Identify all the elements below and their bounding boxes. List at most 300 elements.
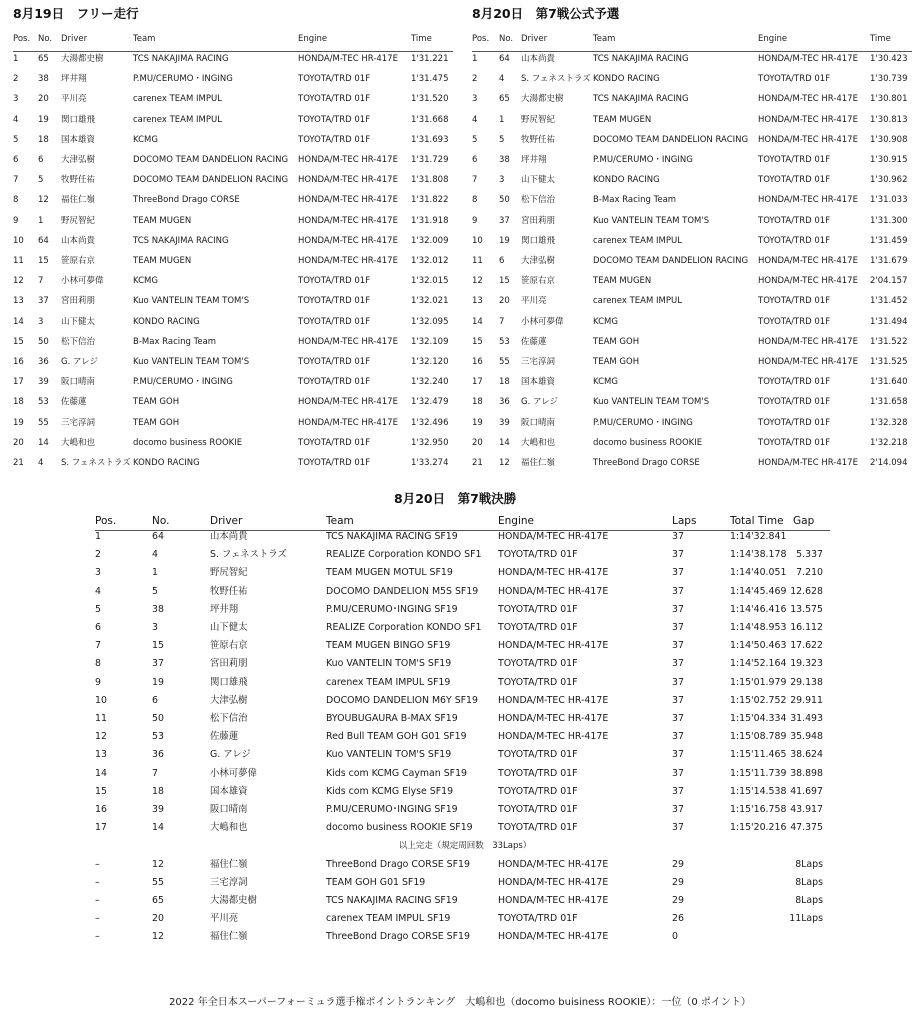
table-row <box>95 601 835 619</box>
dnf-row <box>95 892 835 910</box>
cell-time: 1'31.693 <box>411 134 449 145</box>
cell-pos: 2 <box>472 74 478 85</box>
table-row <box>13 90 453 108</box>
cell-team: TCS NAKAJIMA RACING SF19 <box>326 531 458 542</box>
cell-engine: HONDA/M-TEC HR-417E <box>758 336 858 347</box>
cell-no: 50 <box>152 713 164 724</box>
cell-gap: 8Laps <box>795 858 823 870</box>
cell-no: 18 <box>499 377 510 388</box>
cell-time: 1'32.109 <box>411 336 449 347</box>
table-row <box>472 191 912 209</box>
cell-pos: 16 <box>13 357 24 367</box>
cell-team: TCS NAKAJIMA RACING <box>133 54 229 64</box>
cell-no: 50 <box>38 336 49 347</box>
cell-pos: 7 <box>13 175 19 186</box>
header-driver: Driver <box>210 515 243 527</box>
cell-no: 7 <box>38 276 44 287</box>
cell-engine: HONDA/M-TEC HR-417E <box>498 640 609 652</box>
cell-team: P.MU/CERUMO・INGING <box>593 417 693 428</box>
cell-driver: 三宅淳詞 <box>210 876 248 888</box>
cell-time: 1'31.658 <box>870 397 908 408</box>
cell-laps: 26 <box>672 913 684 925</box>
cell-engine: HONDA/M-TEC HR-417E <box>758 94 858 105</box>
cell-team: TEAM GOH G01 SF19 <box>326 876 426 888</box>
table-row <box>13 151 453 169</box>
table-row <box>95 546 835 564</box>
cell-pos: 8 <box>13 195 19 206</box>
cell-no: 5 <box>38 175 44 186</box>
cell-pos: – <box>95 931 100 943</box>
cell-time: 1'33.274 <box>411 458 449 468</box>
cell-laps: 37 <box>672 785 684 797</box>
cell-team: TEAM GOH <box>133 397 180 408</box>
cell-driver: 野尻智紀 <box>61 215 96 226</box>
final-results-table <box>95 512 835 952</box>
cell-pos: 5 <box>13 134 19 145</box>
cell-time: 2'14.094 <box>870 458 908 468</box>
cell-time: 1'30.962 <box>870 175 908 186</box>
cell-total-time: 1:14'48.953 <box>730 622 787 633</box>
cell-total-time: 1:14'40.051 <box>730 567 787 579</box>
header-driver: Driver <box>61 34 88 44</box>
cell-pos: 8 <box>95 658 101 670</box>
table-row <box>95 765 835 783</box>
cell-driver: 野尻智紀 <box>210 567 248 579</box>
cell-laps: 37 <box>672 549 684 561</box>
cell-driver: 宮田莉朋 <box>210 658 248 670</box>
cell-driver: G. アレジ <box>521 397 558 408</box>
cell-gap: 31.493 <box>790 713 823 724</box>
cell-total-time: 1:15'11.465 <box>730 749 787 761</box>
cell-laps: 37 <box>672 694 684 706</box>
cell-time: 1'31.668 <box>411 114 449 125</box>
cell-no: 4 <box>499 74 505 85</box>
cell-pos: 9 <box>95 676 101 688</box>
cell-team: TEAM MUGEN <box>593 276 652 287</box>
cell-driver: 福住仁嶺 <box>521 458 556 468</box>
table-row <box>13 70 453 88</box>
cell-pos: 17 <box>95 822 107 834</box>
cell-driver: 山下健太 <box>210 622 248 633</box>
cell-engine: TOYOTA/TRD 01F <box>758 377 831 388</box>
cell-driver: 牧野任祐 <box>210 585 248 597</box>
cell-engine: TOYOTA/TRD 01F <box>298 276 371 287</box>
cell-driver: 三宅淳詞 <box>61 417 96 428</box>
cell-pos: 1 <box>95 531 101 542</box>
cell-engine: HONDA/M-TEC HR-417E <box>298 155 398 165</box>
cell-no: 36 <box>152 749 164 761</box>
cell-total-time: 1:14'45.469 <box>730 585 787 597</box>
cell-team: KONDO RACING <box>593 74 660 85</box>
header-pos: Pos. <box>472 34 490 44</box>
cell-engine: HONDA/M-TEC HR-417E <box>298 195 398 206</box>
cell-gap: 8Laps <box>795 895 823 906</box>
cell-engine: HONDA/M-TEC HR-417E <box>758 195 858 206</box>
cell-no: 3 <box>38 316 44 327</box>
cell-laps: 37 <box>672 603 684 615</box>
cell-pos: 20 <box>13 437 24 448</box>
cell-total-time: 1:15'02.752 <box>730 694 787 706</box>
cell-engine: HONDA/M-TEC HR-417E <box>498 567 609 579</box>
cell-engine: HONDA/M-TEC HR-417E <box>298 417 398 428</box>
table-row <box>472 212 912 230</box>
cell-total-time: 1:14'46.416 <box>730 603 787 615</box>
cell-driver: 平川亮 <box>210 913 239 925</box>
cell-team: ThreeBond Drago CORSE SF19 <box>326 858 470 870</box>
cell-no: 53 <box>152 731 164 743</box>
cell-gap: 43.917 <box>790 804 823 815</box>
cell-pos: 10 <box>13 235 24 246</box>
cell-time: 1'32.328 <box>870 417 908 428</box>
cell-driver: 阪口晴南 <box>521 417 556 428</box>
cell-time: 1'32.012 <box>411 256 449 266</box>
cell-team: TCS NAKAJIMA RACING <box>593 54 689 64</box>
cell-engine: HONDA/M-TEC HR-417E <box>298 54 398 64</box>
cell-gap: 13.575 <box>790 603 823 615</box>
cell-no: 37 <box>152 658 164 670</box>
table-row <box>13 454 453 472</box>
cell-pos: – <box>95 913 100 925</box>
cell-engine: HONDA/M-TEC HR-417E <box>758 134 858 145</box>
cell-no: 7 <box>499 316 505 327</box>
cell-pos: 14 <box>95 767 107 779</box>
cell-driver: 笹原右京 <box>210 640 248 652</box>
table-row <box>472 434 912 452</box>
cell-time: 1'32.120 <box>411 357 449 367</box>
table-row <box>13 252 453 270</box>
table-row <box>95 583 835 601</box>
cell-team: B-Max Racing Team <box>133 336 217 347</box>
cell-no: 1 <box>499 114 505 125</box>
cell-driver: 山下健太 <box>61 316 96 327</box>
cell-engine: HONDA/M-TEC HR-417E <box>498 931 609 943</box>
cell-no: 14 <box>38 437 49 448</box>
table-row <box>13 50 453 68</box>
cell-no: 55 <box>38 417 49 428</box>
cell-team: KONDO RACING <box>593 175 660 186</box>
cell-team: P.MU/CERUMO・INGING <box>133 377 233 388</box>
cell-team: B-Max Racing Team <box>593 195 677 206</box>
cell-engine: HONDA/M-TEC HR-417E <box>298 235 398 246</box>
table-row <box>13 373 453 391</box>
practice-title: 8月19日 フリー走行 <box>13 6 139 21</box>
cell-pos: 3 <box>472 94 478 105</box>
cell-pos: 13 <box>13 296 24 307</box>
cell-total-time: 1:14'52.164 <box>730 658 787 670</box>
table-row <box>95 746 835 764</box>
qualifying-title: 8月20日 第7戦公式予選 <box>472 6 620 21</box>
cell-pos: 19 <box>472 417 483 428</box>
table-row <box>472 50 912 68</box>
cell-no: 20 <box>499 296 510 307</box>
cell-no: 39 <box>38 377 49 388</box>
cell-laps: 37 <box>672 567 684 579</box>
cell-pos: 18 <box>13 397 24 408</box>
cell-no: 64 <box>152 531 164 542</box>
cell-gap: 19.323 <box>790 658 823 670</box>
cell-total-time: 1:15'20.216 <box>730 822 787 834</box>
practice-results-table <box>13 30 453 475</box>
cell-gap: 12.628 <box>790 585 823 597</box>
dnf-row <box>95 910 835 928</box>
cell-team: carenex TEAM IMPUL SF19 <box>326 913 451 925</box>
cell-laps: 37 <box>672 676 684 688</box>
cell-driver: 山下健太 <box>521 175 556 186</box>
cell-engine: HONDA/M-TEC HR-417E <box>758 54 858 64</box>
cell-engine: TOYOTA/TRD 01F <box>298 357 371 367</box>
cell-no: 65 <box>152 895 164 906</box>
header-total-time: Total Time <box>730 515 784 527</box>
cell-total-time: 1:15'14.538 <box>730 785 787 797</box>
cell-no: 15 <box>152 640 164 652</box>
table-row <box>472 292 912 310</box>
cell-time: 1'31.520 <box>411 94 449 105</box>
table-row <box>13 131 453 149</box>
header-team: Team <box>593 34 616 44</box>
cell-no: 14 <box>499 437 510 448</box>
cell-driver: 大津弘樹 <box>210 694 248 706</box>
cell-team: Red Bull TEAM GOH G01 SF19 <box>326 731 467 743</box>
cell-driver: 佐藤蓮 <box>210 731 239 743</box>
cell-no: 18 <box>152 785 164 797</box>
cell-total-time: 1:15'08.789 <box>730 731 787 743</box>
cell-team: TEAM MUGEN <box>593 114 652 125</box>
cell-gap: 8Laps <box>795 876 823 888</box>
cell-driver: 福住仁嶺 <box>210 858 248 870</box>
cell-driver: 大嶋和也 <box>61 437 96 448</box>
cell-team: BYOUBUGAURA B-MAX SF19 <box>326 713 458 724</box>
cell-no: 15 <box>499 276 510 287</box>
cell-engine: TOYOTA/TRD 01F <box>498 658 578 670</box>
cell-pos: 2 <box>95 549 101 561</box>
cell-time: 1'30.739 <box>870 74 908 85</box>
header-no: No. <box>152 515 170 527</box>
cell-laps: 37 <box>672 658 684 670</box>
table-row <box>13 171 453 189</box>
cell-laps: 37 <box>672 731 684 743</box>
cell-driver: 笹原右京 <box>61 256 96 266</box>
cell-driver: 山本尚貴 <box>210 531 248 542</box>
cell-team: TEAM MUGEN BINGO SF19 <box>326 640 451 652</box>
cell-time: 1'32.021 <box>411 296 449 307</box>
cell-driver: 小林可夢偉 <box>210 767 257 779</box>
cell-driver: 佐藤蓮 <box>521 336 547 347</box>
cell-team: Kuo VANTELIN TEAM TOM'S <box>593 397 710 408</box>
cell-pos: 17 <box>13 377 24 388</box>
cell-driver: 三宅淳詞 <box>521 357 556 367</box>
cell-team: TEAM GOH <box>593 336 640 347</box>
cell-pos: 15 <box>13 336 24 347</box>
table-row <box>472 151 912 169</box>
cell-driver: 関口雄飛 <box>210 676 248 688</box>
cell-pos: 8 <box>472 195 478 206</box>
table-row <box>95 655 835 673</box>
cell-no: 37 <box>38 296 49 307</box>
cell-no: 50 <box>499 195 510 206</box>
cell-team: KCMG <box>133 276 158 287</box>
cell-engine: TOYOTA/TRD 01F <box>758 397 831 408</box>
cell-time: 1'30.801 <box>870 94 908 105</box>
cell-pos: 11 <box>13 256 24 266</box>
cell-engine: TOYOTA/TRD 01F <box>298 296 371 307</box>
cell-gap: 38.624 <box>790 749 823 761</box>
cell-team: P.MU/CERUMO・INGING <box>593 155 693 165</box>
cell-team: P.MU/CERUMO・INGING <box>133 74 233 85</box>
table-row <box>95 692 835 710</box>
cell-gap: 41.697 <box>790 785 823 797</box>
cell-time: 1'31.525 <box>870 357 908 367</box>
dnf-row <box>95 874 835 892</box>
cell-no: 18 <box>38 134 49 145</box>
cell-driver: 大嶋和也 <box>521 437 556 448</box>
cell-team: carenex TEAM IMPUL SF19 <box>326 676 451 688</box>
cell-team: TCS NAKAJIMA RACING SF19 <box>326 895 458 906</box>
cell-laps: 37 <box>672 713 684 724</box>
cell-time: 1'32.240 <box>411 377 449 388</box>
cell-team: TEAM MUGEN <box>133 256 192 266</box>
cell-pos: 4 <box>95 585 101 597</box>
cell-no: 20 <box>38 94 49 105</box>
table-row <box>472 353 912 371</box>
cell-pos: 5 <box>472 134 478 145</box>
cell-team: DOCOMO TEAM DANDELION RACING <box>593 256 749 266</box>
table-row <box>472 252 912 270</box>
cell-driver: 佐藤蓮 <box>61 397 87 408</box>
table-header <box>472 30 912 48</box>
cell-driver: 大津弘樹 <box>61 155 96 165</box>
cell-team: Kuo VANTELIN TOM'S SF19 <box>326 658 452 670</box>
cell-team: TCS NAKAJIMA RACING <box>133 235 229 246</box>
cell-team: KCMG <box>593 377 618 388</box>
cell-pos: 17 <box>472 377 483 388</box>
cell-no: 65 <box>38 54 49 64</box>
cell-pos: – <box>95 876 100 888</box>
table-row <box>13 393 453 411</box>
table-row <box>472 333 912 351</box>
cell-pos: – <box>95 858 100 870</box>
table-row <box>13 333 453 351</box>
cell-team: ThreeBond Drago CORSE <box>133 195 240 206</box>
cell-driver: S. フェネストラズ <box>61 458 131 468</box>
cell-team: docomo business ROOKIE <box>593 437 703 448</box>
cell-engine: HONDA/M-TEC HR-417E <box>498 713 609 724</box>
cell-no: 19 <box>152 676 164 688</box>
cell-pos: 6 <box>95 622 101 633</box>
table-row <box>95 637 835 655</box>
header-engine: Engine <box>758 34 788 44</box>
cell-pos: 14 <box>13 316 24 327</box>
cell-laps: 37 <box>672 640 684 652</box>
cell-engine: TOYOTA/TRD 01F <box>758 437 831 448</box>
table-row <box>95 728 835 746</box>
table-row <box>13 272 453 290</box>
cell-engine: HONDA/M-TEC HR-417E <box>498 858 609 870</box>
cell-pos: 12 <box>95 731 107 743</box>
cell-laps: 37 <box>672 585 684 597</box>
cell-gap: 47.375 <box>790 822 823 834</box>
cell-time: 1'31.494 <box>870 316 908 327</box>
cell-time: 1'31.640 <box>870 377 908 388</box>
table-row <box>472 111 912 129</box>
header-no: No. <box>38 34 53 44</box>
cell-pos: 1 <box>13 54 19 64</box>
cell-laps: 29 <box>672 895 684 906</box>
cell-no: 3 <box>152 622 158 633</box>
table-row <box>472 272 912 290</box>
cell-time: 1'31.729 <box>411 155 449 165</box>
table-row <box>472 131 912 149</box>
cell-time: 1'31.475 <box>411 74 449 85</box>
cell-engine: HONDA/M-TEC HR-417E <box>498 531 609 542</box>
cell-no: 20 <box>152 913 164 925</box>
cell-team: docomo business ROOKIE <box>133 437 243 448</box>
cell-engine: HONDA/M-TEC HR-417E <box>758 276 858 287</box>
header-time: Time <box>870 34 891 44</box>
cell-driver: 国本雄資 <box>61 134 96 145</box>
cell-time: 1'31.808 <box>411 175 449 186</box>
cell-driver: 坪井翔 <box>210 603 239 615</box>
cell-driver: 野尻智紀 <box>521 114 556 125</box>
cell-driver: 大湯都史樹 <box>521 94 564 105</box>
cell-driver: 阪口晴南 <box>61 377 96 388</box>
cell-pos: 6 <box>472 155 478 165</box>
cell-pos: 9 <box>472 215 478 226</box>
table-row <box>472 171 912 189</box>
cell-team: Kuo VANTELIN TEAM TOM'S <box>593 215 710 226</box>
cell-engine: HONDA/M-TEC HR-417E <box>298 215 398 226</box>
cell-gap: 38.898 <box>790 767 823 779</box>
cell-engine: HONDA/M-TEC HR-417E <box>758 114 858 125</box>
header-driver: Driver <box>521 34 548 44</box>
table-row <box>13 434 453 452</box>
cell-driver: 大湯都史樹 <box>61 54 104 64</box>
cell-driver: G. アレジ <box>61 357 98 367</box>
cell-driver: 宮田莉朋 <box>61 296 96 307</box>
cell-pos: 12 <box>472 276 483 287</box>
header-engine: Engine <box>298 34 328 44</box>
points-ranking-footer: 2022 年全日本スーパーフォーミュラ選手権ポイントランキング 大嶋和也（docomo buisiness ROOKIE）：一位（0 ポイント） <box>169 997 751 1008</box>
cell-driver: 大嶋和也 <box>210 822 248 834</box>
cell-time: 1'32.218 <box>870 437 908 448</box>
table-row <box>13 232 453 250</box>
cell-no: 38 <box>38 74 49 85</box>
cell-engine: TOYOTA/TRD 01F <box>298 134 371 145</box>
cell-no: 65 <box>499 94 510 105</box>
header-laps: Laps <box>672 515 697 527</box>
cell-total-time: 1:15'16.758 <box>730 804 787 815</box>
cell-driver: 牧野任祐 <box>61 175 96 186</box>
cell-driver: 坪井翔 <box>61 74 87 85</box>
table-row <box>472 393 912 411</box>
table-row <box>95 674 835 692</box>
table-row <box>472 414 912 432</box>
cell-engine: HONDA/M-TEC HR-417E <box>758 357 858 367</box>
table-row <box>472 313 912 331</box>
cell-pos: 9 <box>13 215 19 226</box>
cell-time: 1'32.015 <box>411 276 449 287</box>
cell-no: 12 <box>152 858 164 870</box>
cell-team: Kids com KCMG Cayman SF19 <box>326 767 467 779</box>
cell-time: 1'32.095 <box>411 316 449 327</box>
cell-engine: TOYOTA/TRD 01F <box>298 74 371 85</box>
cell-team: carenex TEAM IMPUL <box>593 296 682 307</box>
cell-time: 1'30.915 <box>870 155 908 165</box>
cell-engine: TOYOTA/TRD 01F <box>758 316 831 327</box>
cell-engine: TOYOTA/TRD 01F <box>758 74 831 85</box>
cell-team: TEAM GOH <box>133 417 180 428</box>
cell-gap: 29.911 <box>790 694 823 706</box>
cell-gap: 7.210 <box>796 567 823 579</box>
